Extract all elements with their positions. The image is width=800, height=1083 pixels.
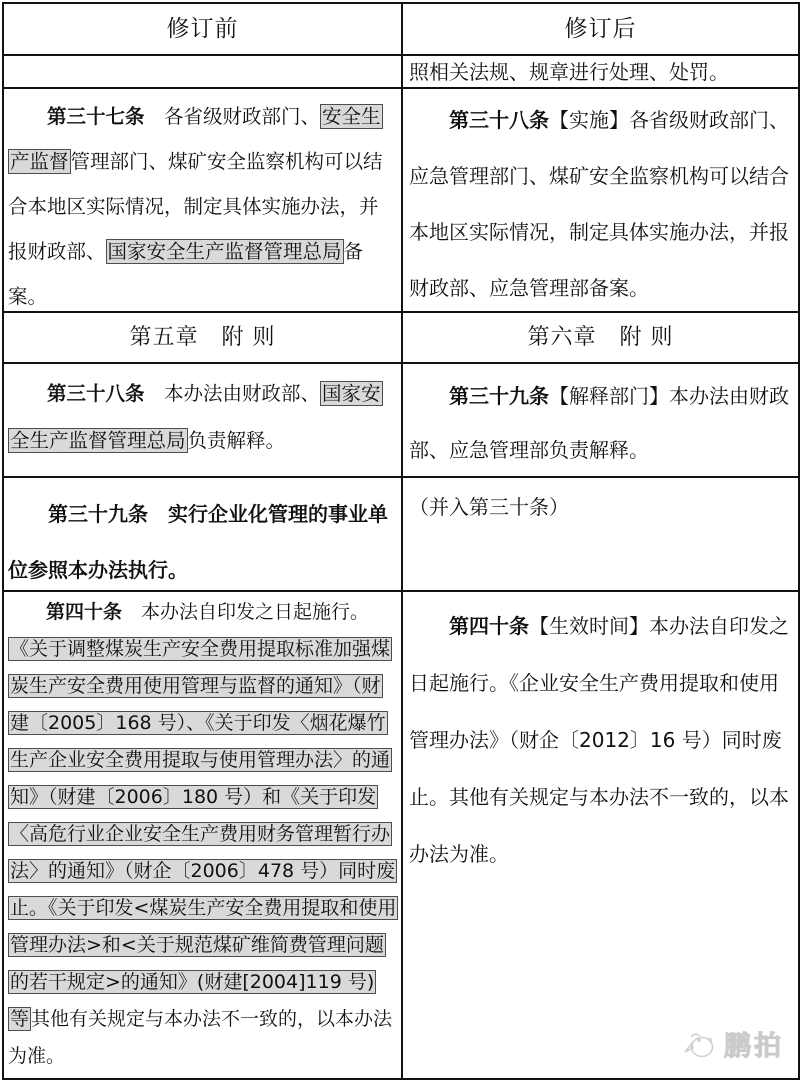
highlighted-text: 国家安全生产监督管理总局 — [10, 382, 381, 452]
text-segment: 第三十八条 — [47, 382, 165, 405]
article-38-row-before-cell — [4, 364, 403, 478]
continuation-row-before-cell — [4, 56, 403, 89]
cell-paragraph — [409, 92, 792, 313]
text-segment: 其他有关规定与本办法不一致的，以本办法为准。 — [8, 1008, 393, 1067]
article-37-row-after-cell — [403, 89, 798, 313]
chapter-row-after-cell — [403, 313, 798, 364]
text-segment: 备案。 — [8, 240, 364, 308]
text-segment: 第三十八条 — [449, 108, 549, 132]
article-38-row-after-cell — [403, 364, 798, 478]
cell-paragraph — [8, 594, 397, 1075]
text-segment: 第四十条 — [46, 601, 142, 623]
highlighted-text: 安全生产监督 — [10, 105, 381, 173]
text-segment: 第三十九条 — [449, 384, 549, 408]
article-40-row-after-cell — [403, 592, 798, 1078]
text-segment: 第三十九条 实行企业化管理的事业单位参照本办法执行。 — [8, 502, 388, 582]
text-segment: 第五章 附 则 — [129, 324, 276, 350]
article-39-row-before-cell — [4, 478, 403, 592]
revision-table — [2, 2, 800, 1080]
highlighted-text: 国家安全生产监督管理总局 — [107, 240, 342, 263]
text-segment: 本办法由财政部、 — [164, 382, 321, 405]
chapter-row-before-cell — [4, 313, 403, 364]
article-39-row-after-cell — [403, 478, 798, 592]
text-segment: （并入第三十条） — [409, 495, 569, 519]
text-segment: 【解释部门】本办法由财政部、应急管理部负责解释。 — [409, 384, 789, 462]
text-segment: 【生效时间】本办法自印发之日起施行。《企业安全生产费用提取和使用管理办法》（财企〔2012〕16 号）同时废止。其他有关规定与本办法不一致的，以本办法为准。 — [409, 614, 789, 866]
text-segment: 负责解释。 — [187, 429, 286, 452]
cell-paragraph — [409, 57, 792, 88]
column-header-after — [403, 4, 798, 56]
text-segment: 第四十条 — [449, 614, 529, 638]
cell-paragraph — [409, 487, 792, 527]
highlighted-text: 《关于调整煤炭生产安全费用提取标准加强煤炭生产安全费用使用管理与监督的通知》（财建〔2005〕168 号）、《关于印发〈烟花爆竹生产企业安全费用提取与使用管理办法〉的通知》（财建〔2006〕180 号）和《关于印发〈高危行业企业安全生产费用财务管理暂行办法〉的通知》（财企〔2006〕478 号）同时废止。《关于印发<煤炭生产安全费用提取和使用管理办法>和<关于规范煤矿维简费管理问题的若干规定>的通知》(财建[2004]119 号) 等 — [10, 638, 397, 1030]
article-37-row-before-cell — [4, 89, 403, 313]
text-segment: 本办法自印发之日起施行。 — [141, 601, 370, 623]
watermark-label: 鹏拍 — [724, 1031, 784, 1062]
cell-paragraph — [129, 324, 276, 350]
article-40-row-before-cell — [4, 592, 403, 1078]
cell-paragraph — [8, 370, 397, 464]
text-segment: 第六章 附 则 — [527, 324, 674, 350]
continuation-row-after-cell — [403, 56, 798, 89]
text-segment: 管理部门、煤矿安全监察机构可以结合本地区实际情况，制定具体实施办法，并报财政部、 — [8, 150, 383, 263]
text-segment: 照相关法规、规章进行处理、处罚。 — [409, 60, 729, 84]
cell-paragraph — [527, 324, 674, 350]
column-header-before — [4, 4, 403, 56]
cell-paragraph — [409, 369, 792, 477]
column-header-before-label: 修订前 — [166, 15, 239, 42]
text-segment: 【实施】各省级财政部门、应急管理部门、煤矿安全监察机构可以结合本地区实际情况，制定具体实施办法，并报财政部、应急管理部备案。 — [409, 108, 789, 300]
cell-paragraph — [8, 486, 397, 592]
text-segment: 各省级财政部门、 — [164, 105, 321, 128]
text-segment: 第三十七条 — [47, 105, 165, 128]
cell-paragraph — [409, 598, 792, 883]
cell-paragraph — [8, 94, 397, 313]
column-header-after-label: 修订后 — [564, 15, 637, 42]
